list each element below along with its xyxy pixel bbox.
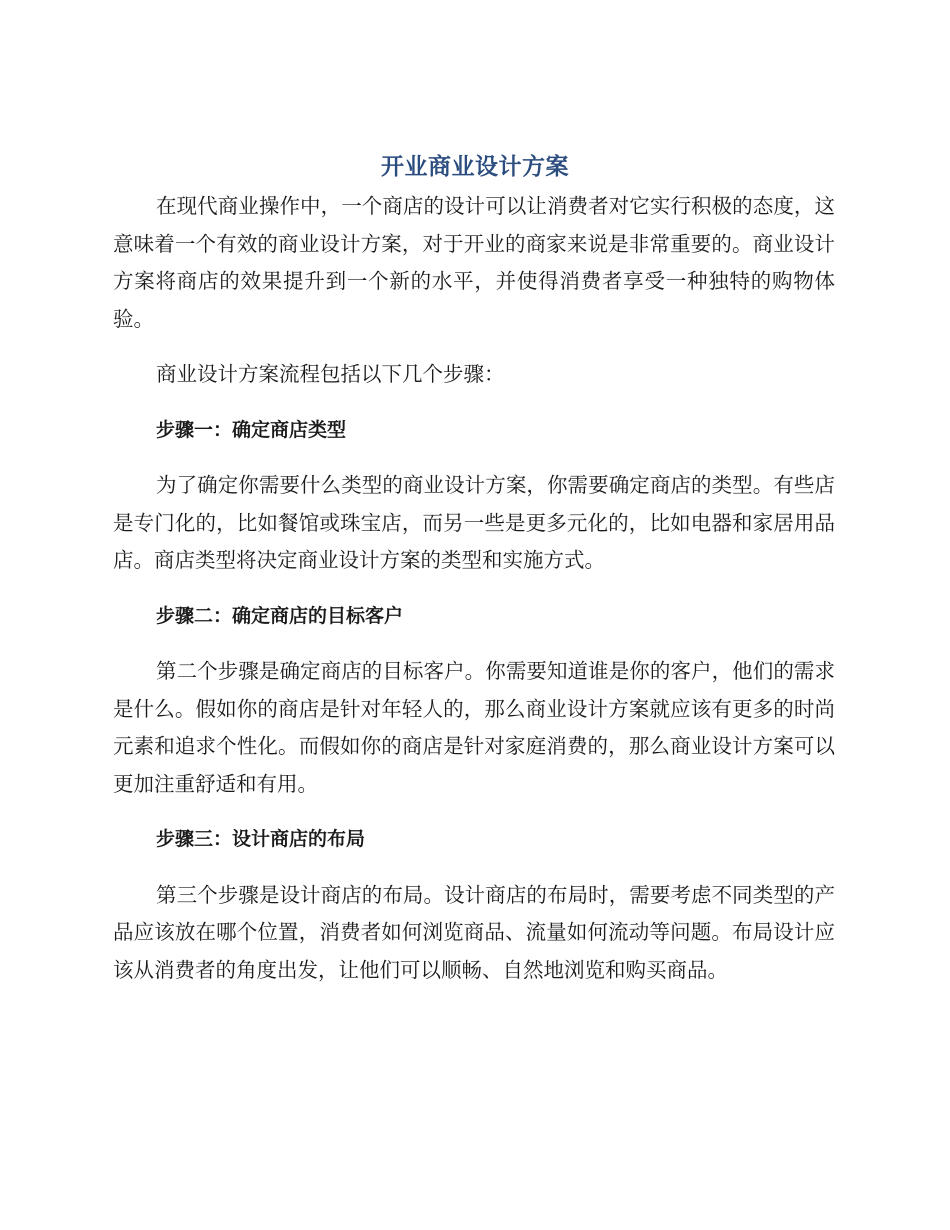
spacer xyxy=(113,580,835,598)
spacer xyxy=(113,635,835,653)
spacer xyxy=(113,394,835,412)
document-title: 开业商业设计方案 xyxy=(381,154,569,180)
step-1-paragraph: 为了确定你需要什么类型的商业设计方案，你需要确定商店的类型。有些店是专门化的，比如餐馆或珠宝店，而另一些是更多元化的，比如电器和家居用品店。商店类型将决定商业设计方案的类型和实施方式。 xyxy=(113,473,835,572)
step-3-heading: 步骤三：设计商店的布局 xyxy=(156,828,366,850)
step-2-paragraph: 第二个步骤是确定商店的目标客户。你需要知道谁是你的客户，他们的需求是什么。假如你的商店是针对年轻人的，那么商业设计方案就应该有更多的时尚元素和追求个性化。而假如你的商店是针对家庭消费的，那么商业设计方案可以更加注重舒适和有用。 xyxy=(113,659,835,796)
spacer xyxy=(113,338,835,356)
spacer xyxy=(113,449,835,467)
step-2-heading: 步骤二：确定商店的目标客户 xyxy=(156,604,404,627)
document-body xyxy=(113,188,835,989)
spacer xyxy=(113,859,835,877)
intro-paragraph: 在现代商业操作中，一个商店的设计可以让消费者对它实行积极的态度，这意味着一个有效的商业设计方案，对于开业的商家来说是非常重要的。商业设计方案将商店的效果提升到一个新的水平，并使得消费者享受一种独特的购物体验。 xyxy=(113,194,835,331)
spacer xyxy=(113,803,835,821)
step-3-paragraph: 第三个步骤是设计商店的布局。设计商店的布局时，需要考虑不同类型的产品应该放在哪个位置，消费者如何浏览商品、流量如何流动等问题。布局设计应该从消费者的角度出发，让他们可以顺畅、自然地浏览和购买商品。 xyxy=(113,882,835,982)
step-1-heading: 步骤一：确定商店类型 xyxy=(156,418,347,441)
process-intro-paragraph: 商业设计方案流程包括以下几个步骤： xyxy=(156,362,505,386)
